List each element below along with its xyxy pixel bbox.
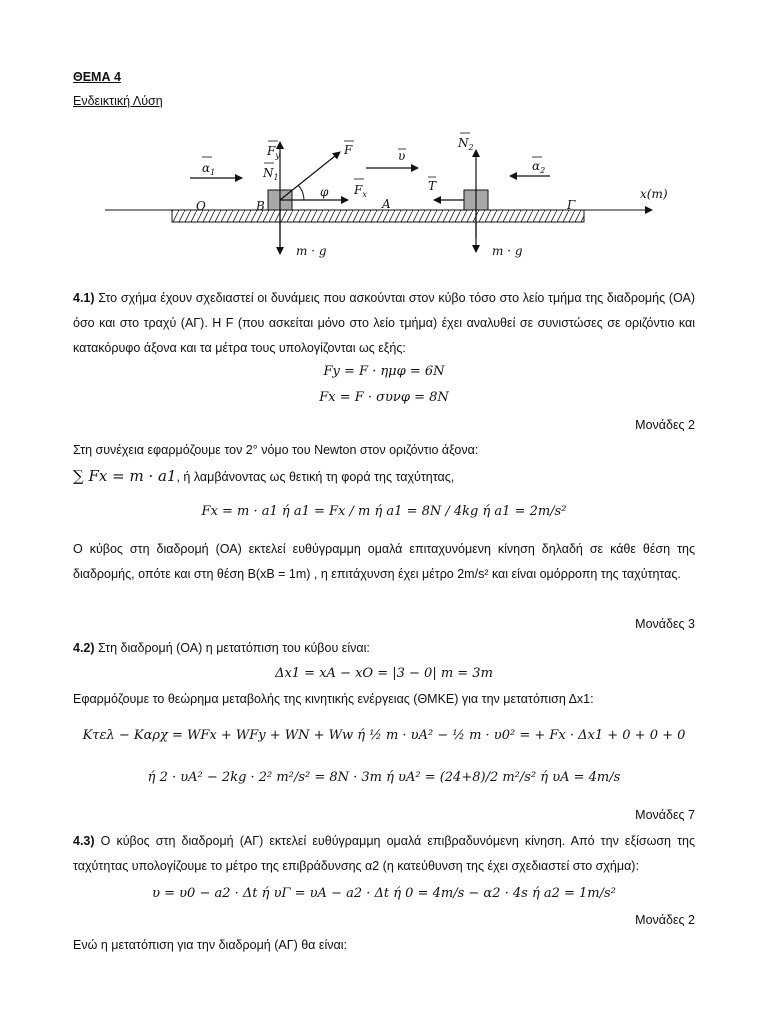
marks-4-1-a: Μονάδες 2: [635, 418, 695, 432]
section-4-2-text: 4.2) Στη διαδρομή (ΟΑ) η μετατόπιση του κύβου είναι:: [73, 641, 370, 655]
topic-heading: ΘΕΜΑ 4: [73, 70, 121, 84]
label-n1: $N_1$: [263, 166, 279, 182]
f-vector: [280, 152, 340, 200]
equation-work-energy: Kτελ − Kαρχ = WFx + WFy + WN + Ww ή ½ m · υA² − ½ m · υ0² = + Fx · Δx1 + 0 + 0 + 0: [82, 728, 686, 743]
solution-subtitle: Ενδεικτική Λύση: [73, 94, 163, 108]
label-t: T: [428, 179, 437, 193]
label-a1: $\alpha_1$: [202, 161, 216, 177]
section-4-1-text: 4.1) Στο σχήμα έχουν σχεδιαστεί οι δυνάμεις που ασκούνται στον κύβο τόσο στο λείο τμήμα της διαδρομής (ΟΑ) όσο και στο τραχύ (ΑΓ). Η F (που ασκείται μόνο στο λείο τμήμα) έχει αναλυθεί σε συνιστώσες σε οριζόντιο και κατακόρυφο άξονα και τα μέτρα τους υπολογίζονται ως εξής:: [73, 291, 695, 355]
marks-4-2: Μονάδες 7: [635, 808, 695, 822]
label-fx: $F_x$: [354, 183, 367, 199]
section-4-3-number: 4.3): [73, 834, 95, 848]
label-fy: $F_y$: [267, 144, 280, 160]
marks-4-1-b: Μονάδες 3: [635, 617, 695, 631]
label-mg-left: m · g: [296, 244, 327, 258]
section-4-3-displacement-intro: Ενώ η μετατόπιση για την διαδρομή (ΑΓ) θα είναι:: [73, 938, 347, 952]
label-phi: φ: [320, 185, 329, 199]
label-b: B: [256, 199, 265, 213]
label-n2: $N_2$: [458, 136, 474, 152]
equation-deceleration: υ = υ0 − a2 · Δt ή υΓ = υA − a2 · Δt ή 0 = 4m/s − α2 · 4s ή a2 = 1m/s²: [152, 886, 616, 901]
newton-law-intro: Στη συνέχεια εφαρμόζουμε τον 2° νόμο του Newton στον οριζόντιο άξονα:: [73, 443, 479, 457]
label-mg-right: m · g: [492, 244, 523, 258]
ground-surface: [172, 210, 584, 222]
label-a2: $\alpha_2$: [532, 159, 546, 175]
equation-fy: Fy = F · ημφ = 6N: [323, 364, 445, 379]
equation-velocity-a: ή 2 · υA² − 2kg · 2² m²/s² = 8N · 3m ή υA² = (24+8)/2 m²/s² ή υA = 4m/s: [147, 770, 621, 785]
label-v: υ: [398, 149, 406, 163]
label-a: A: [382, 197, 391, 211]
marks-4-3: Μονάδες 2: [635, 913, 695, 927]
equation-fx: Fx = F · συνφ = 8N: [319, 390, 449, 405]
label-f: F: [344, 143, 353, 157]
label-o: O: [196, 199, 206, 213]
sum-forces-line: ∑ Fx = m · a1, ή λαμβάνοντας ως θετική τη φορά της ταχύτητας,: [73, 467, 455, 485]
label-x-axis: x(m): [640, 187, 668, 201]
section-4-1-number: 4.1): [73, 291, 95, 305]
section-4-2-number: 4.2): [73, 641, 95, 655]
equation-displacement: Δx1 = xA − xO = |3 − 0| m = 3m: [275, 666, 493, 681]
equation-acceleration: Fx = m · a1 ή a1 = Fx / m ή a1 = 8N / 4kg ή a1 = 2m/s²: [201, 504, 567, 519]
section-4-3-text: 4.3) Ο κύβος στη διαδρομή (ΑΓ) εκτελεί ευθύγραμμη ομαλά επιβραδυνόμενη κίνηση. Από την εξίσωση της ταχύτητας υπολογίζουμε το μέτρο της επιβράδυνσης α2 (η κατεύθυνση της έχει σχεδιαστεί στο σχήμα):: [73, 834, 695, 873]
work-energy-intro: Εφαρμόζουμε το θεώρημα μεταβολής της κινητικής ενέργειας (ΘΜΚΕ) για την μετατόπιση Δx1:: [73, 692, 594, 706]
section-4-1-conclusion: Ο κύβος στη διαδρομή (ΟΑ) εκτελεί ευθύγραμμη ομαλά επιταχυνόμενη κίνηση δηλαδή σε κάθε θέση της διαδρομής, οπότε και στη θέση Β(xB = 1m) , η επιτάχυνση έχει μέτρο 2m/s² και είναι ομόρροπη της ταχύτητας.: [73, 542, 695, 581]
forces-diagram: [100, 128, 700, 268]
phi-angle-arc: [298, 185, 304, 200]
label-gamma: Γ: [567, 198, 576, 212]
